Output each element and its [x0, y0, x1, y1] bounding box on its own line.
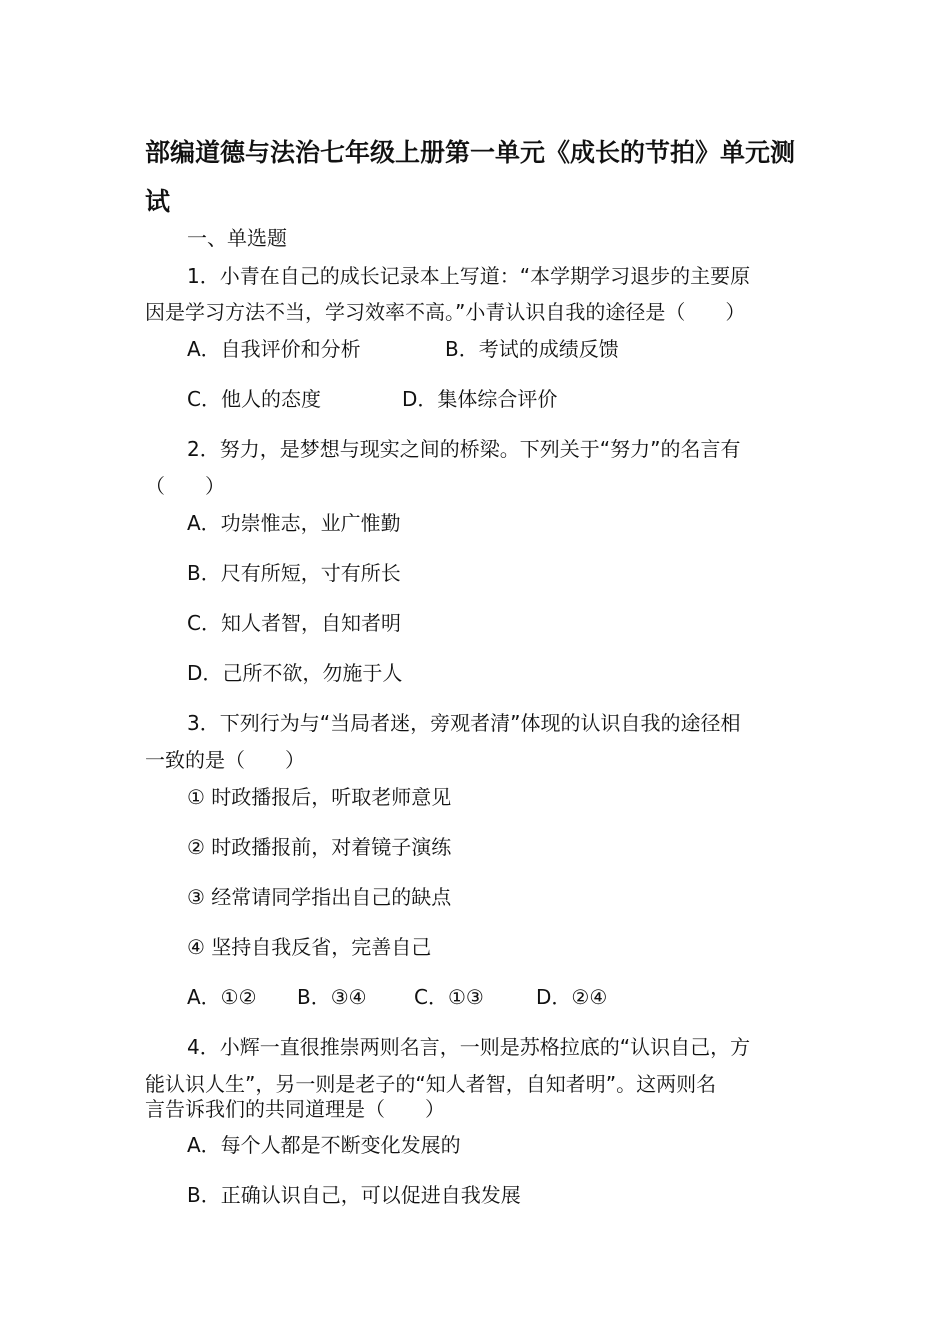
question-3-option-d: D．②④ [536, 985, 608, 1009]
question-4-stem-line-2: 能认识人生”，另一则是老子的“知人者智，自知者明”。这两则名 [145, 1072, 717, 1096]
question-3-statement-3: ③ 经常请同学指出自己的缺点 [187, 885, 452, 909]
question-3-option-b: B．③④ [297, 985, 367, 1009]
question-1-option-d: D．集体综合评价 [402, 387, 558, 411]
question-1-stem-line-2: 因是学习方法不当，学习效率不高。”小青认识自我的途径是（ ） [145, 300, 746, 324]
question-4-option-b: B．正确认识自己，可以促进自我发展 [187, 1183, 521, 1207]
question-2-option-a: A．功崇惟志，业广惟勤 [187, 511, 401, 535]
document-title-line-2: 试 [145, 187, 171, 216]
question-3-statement-1: ① 时政播报后，听取老师意见 [187, 785, 452, 809]
question-2-option-b: B．尺有所短，寸有所长 [187, 561, 401, 585]
question-3-stem-line-2: 一致的是（ ） [145, 748, 305, 772]
question-2-option-d: D．己所不欲，勿施于人 [187, 661, 403, 685]
question-3-stem-line-1: 3．下列行为与“当局者迷，旁观者清”体现的认识自我的途径相 [187, 711, 741, 735]
question-2-option-c: C．知人者智，自知者明 [187, 611, 401, 635]
question-1-option-b: B．考试的成绩反馈 [445, 337, 619, 361]
question-1-option-a: A．自我评价和分析 [187, 337, 361, 361]
question-2-stem-line-1: 2．努力，是梦想与现实之间的桥梁。下列关于“努力”的名言有 [187, 437, 741, 461]
question-3-option-a: A．①② [187, 985, 257, 1009]
question-4-stem-line-3: 言告诉我们的共同道理是（ ） [145, 1097, 445, 1121]
document-title-line-1: 部编道德与法治七年级上册第一单元《成长的节拍》单元测 [145, 138, 796, 167]
question-3-statement-2: ② 时政播报前，对着镜子演练 [187, 835, 452, 859]
section-heading: 一、单选题 [187, 226, 287, 250]
question-4-option-a: A．每个人都是不断变化发展的 [187, 1133, 461, 1157]
question-1-option-c: C．他人的态度 [187, 387, 321, 411]
question-3-statement-4: ④ 坚持自我反省，完善自己 [187, 935, 432, 959]
question-3-option-c: C．①③ [414, 985, 484, 1009]
question-1-stem-line-1: 1．小青在自己的成长记录本上写道：“本学期学习退步的主要原 [187, 264, 751, 288]
question-4-stem-line-1: 4．小辉一直很推崇两则名言，一则是苏格拉底的“认识自己，方 [187, 1035, 751, 1059]
question-2-stem-line-2: （ ） [145, 474, 225, 498]
